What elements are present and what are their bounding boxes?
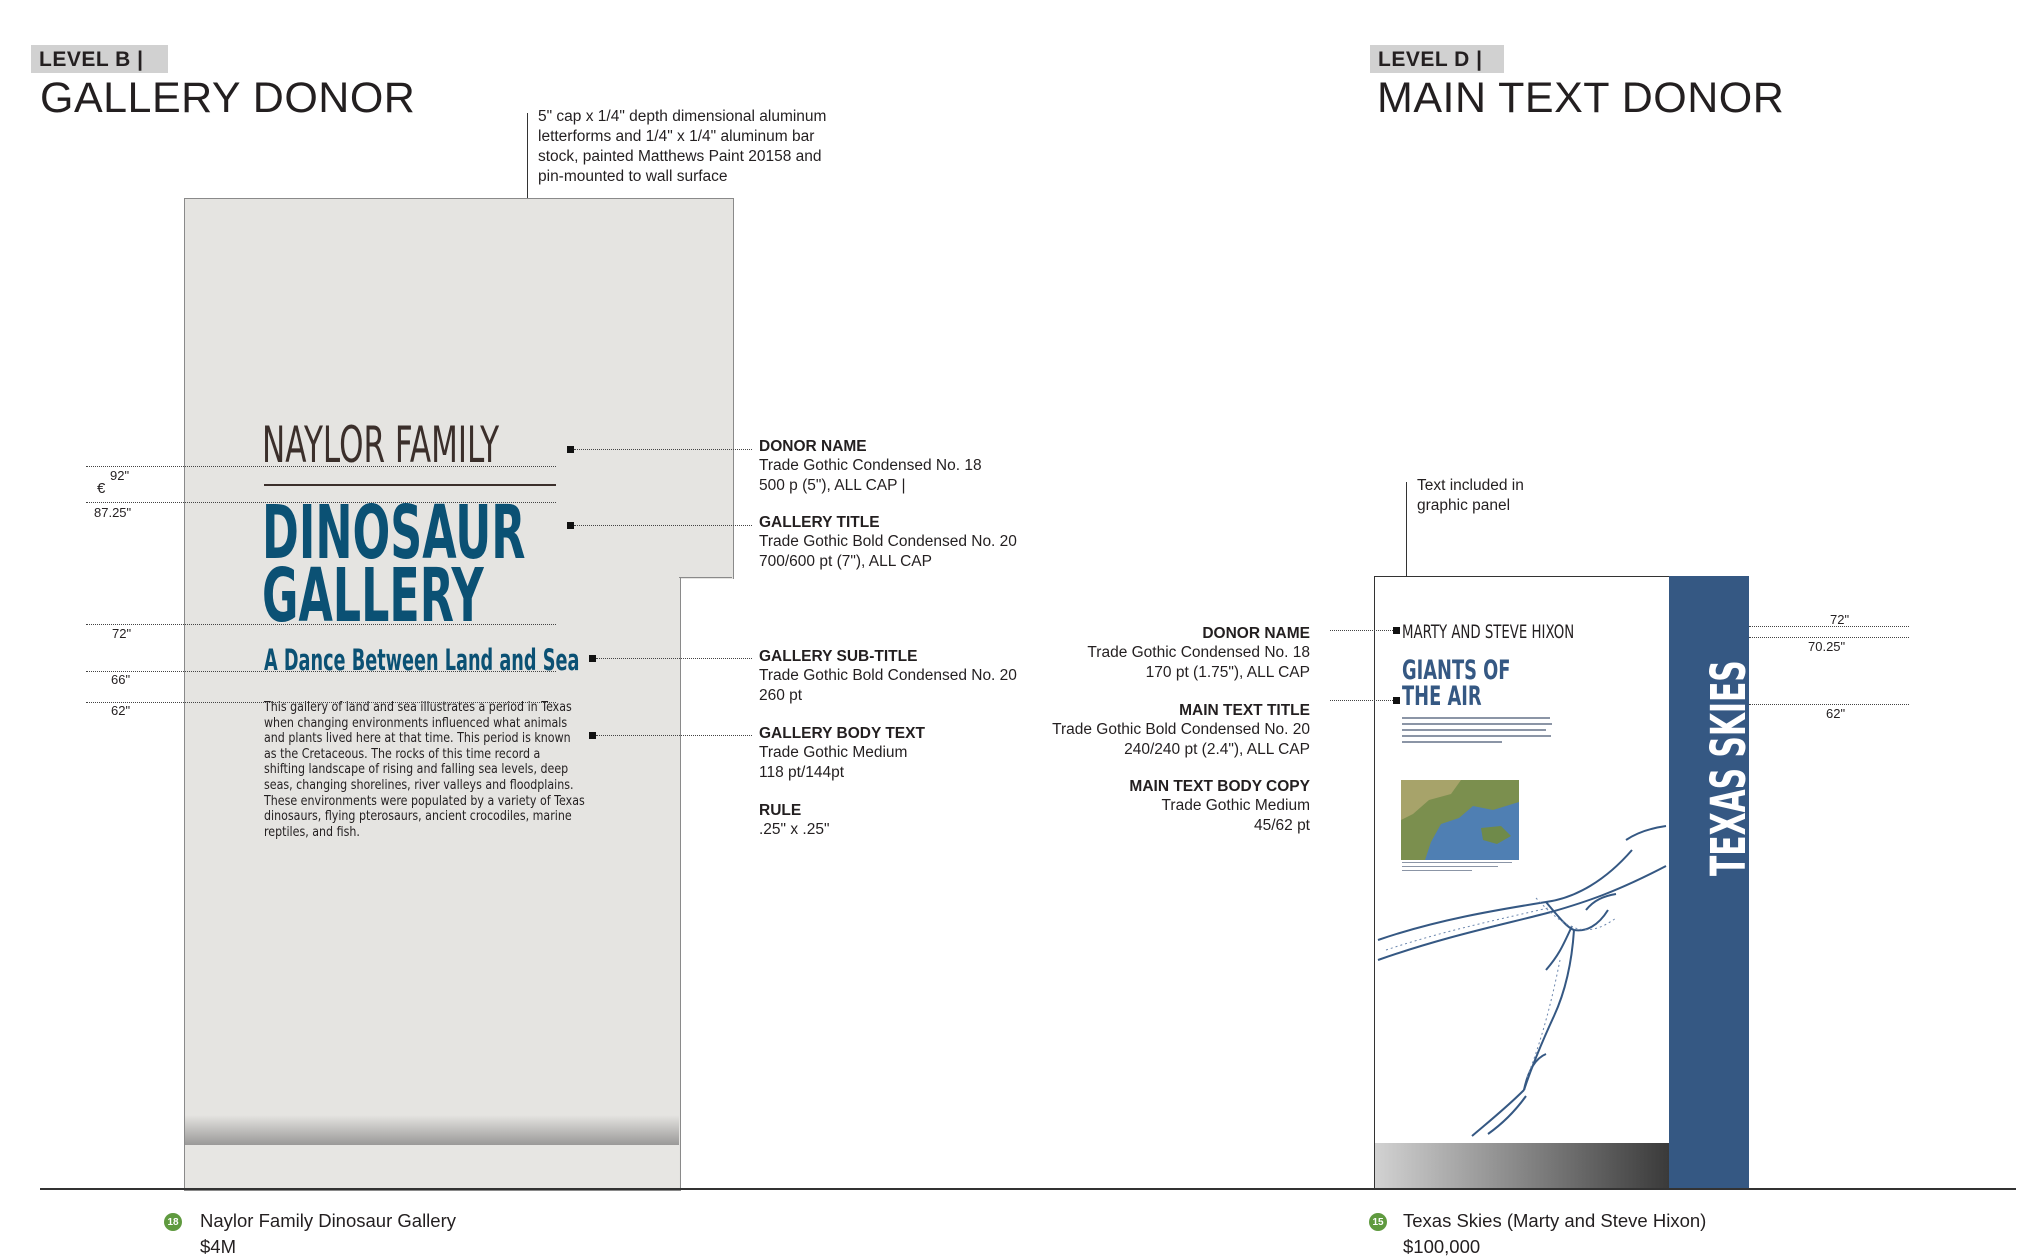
- spec-donor-name: DONOR NAME Trade Gothic Condensed No. 18 500 p (5"), ALL CAP |: [759, 438, 982, 494]
- badge-18: 18: [164, 1213, 182, 1231]
- gallery-title-line2: GALLERY: [262, 553, 484, 639]
- spec-gallery-subtitle: GALLERY SUB-TITLE Trade Gothic Bold Condensed No. 20 260 pt: [759, 648, 1017, 704]
- caption-right: Texas Skies (Marty and Steve Hixon) $100,000: [1403, 1210, 1707, 1257]
- right-callout-marker-donor: [1393, 627, 1400, 634]
- panel-notch-edge: [679, 577, 732, 578]
- floor-line: [40, 1188, 2016, 1190]
- donor-name: NAYLOR FAMILY: [262, 416, 500, 474]
- right-callout-marker-title: [1393, 697, 1400, 704]
- gallery-title-line1: DINOSAUR: [262, 490, 526, 576]
- right-spec-main-title: MAIN TEXT TITLE Trade Gothic Bold Condensed No. 20 240/240 pt (2.4"), ALL CAP: [1052, 702, 1310, 758]
- dimension-label-72: 72": [112, 626, 132, 641]
- callout-marker-body: [589, 732, 596, 739]
- callout-marker-subtitle: [589, 655, 596, 662]
- gallery-body-text: This gallery of land and sea illustrates a period in Texas when changing environments influenced what animals and plants lived here at that time. This period is known as the Cretaceous. The rocks of this time record a shifting landscape of rising and falling sea levels, deep seas, changing shorelines, river valleys and floodplains. These environments were populated by a variety of Texas dinosaurs, flying pterosaurs, ancient crocodiles, marine reptiles, and fish.: [264, 699, 585, 840]
- dimension-label-66: 66": [111, 672, 131, 687]
- dimension-label-62: 62": [111, 703, 131, 718]
- panel-body-copy: [1402, 717, 1552, 747]
- dimension-label-c: €: [97, 480, 106, 497]
- panel-donor-name: MARTY AND STEVE HIXON: [1402, 621, 1575, 643]
- right-dimension-label-70: 70.25": [1808, 639, 1846, 654]
- caption-left: Naylor Family Dinosaur Gallery $4M: [200, 1210, 456, 1257]
- panel-title-line2: THE AIR: [1402, 681, 1482, 712]
- section-title-right: MAIN TEXT DONOR: [1377, 74, 1785, 122]
- right-dimension-line-70: [1749, 637, 1909, 638]
- panel-title-line1: GIANTS OF: [1402, 655, 1511, 686]
- spec-gallery-body: GALLERY BODY TEXT Trade Gothic Medium 118 pt/144pt: [759, 725, 925, 781]
- panel-base-shadow: [185, 1115, 679, 1145]
- pterosaur-illustration: [1376, 810, 1668, 1140]
- dimension-line-66: [86, 671, 556, 672]
- right-dimension-label-72: 72": [1830, 612, 1850, 627]
- section-title: GALLERY DONOR: [40, 74, 416, 122]
- callout-marker-title: [567, 522, 574, 529]
- spec-gallery-title: GALLERY TITLE Trade Gothic Bold Condensed No. 20 700/600 pt (7"), ALL CAP: [759, 514, 1017, 570]
- right-dimension-line-62: [1749, 704, 1909, 705]
- right-callout-leader-donor: [1330, 630, 1395, 631]
- dimension-line-72: [86, 624, 556, 625]
- callout-leader-body: [596, 735, 752, 736]
- material-note: 5" cap x 1/4" depth dimensional aluminum letterforms and 1/4" x 1/4" aluminum bar stock, painted Matthews Paint 20158 and pin-mounted to wall surface: [538, 108, 827, 185]
- badge-15: 15: [1369, 1213, 1387, 1231]
- texas-skies-title: TEXAS SKIES: [1701, 660, 1757, 876]
- dimension-label-87: 87.25": [94, 505, 132, 520]
- right-spec-body-copy: MAIN TEXT BODY COPY Trade Gothic Medium 45/62 pt: [1129, 778, 1310, 834]
- right-spec-donor-name: DONOR NAME Trade Gothic Condensed No. 18 170 pt (1.75"), ALL CAP: [1087, 625, 1310, 681]
- callout-leader-donor: [574, 449, 752, 450]
- donor-rule: [264, 484, 556, 486]
- callout-leader-subtitle: [596, 658, 752, 659]
- right-callout-leader-title: [1330, 700, 1395, 701]
- level-tag-right: LEVEL D |: [1370, 45, 1504, 73]
- right-dimension-label-62: 62": [1826, 706, 1846, 721]
- graphic-panel-note: Text included in graphic panel: [1417, 477, 1524, 514]
- dimension-line-62: [86, 702, 556, 703]
- right-dimension-line-72: [1749, 626, 1909, 627]
- panel-base: [185, 1145, 679, 1190]
- spec-rule: RULE .25" x .25": [759, 802, 830, 838]
- level-tag: LEVEL B |: [31, 45, 168, 73]
- dimension-line-92: [86, 466, 556, 467]
- gallery-subtitle: A Dance Between Land and Sea: [264, 643, 580, 677]
- callout-leader-title: [574, 525, 752, 526]
- dimension-line-87: [86, 502, 556, 503]
- callout-marker-donor: [567, 446, 574, 453]
- graphic-panel-base: [1375, 1143, 1669, 1188]
- dimension-label-92: 92": [110, 468, 130, 483]
